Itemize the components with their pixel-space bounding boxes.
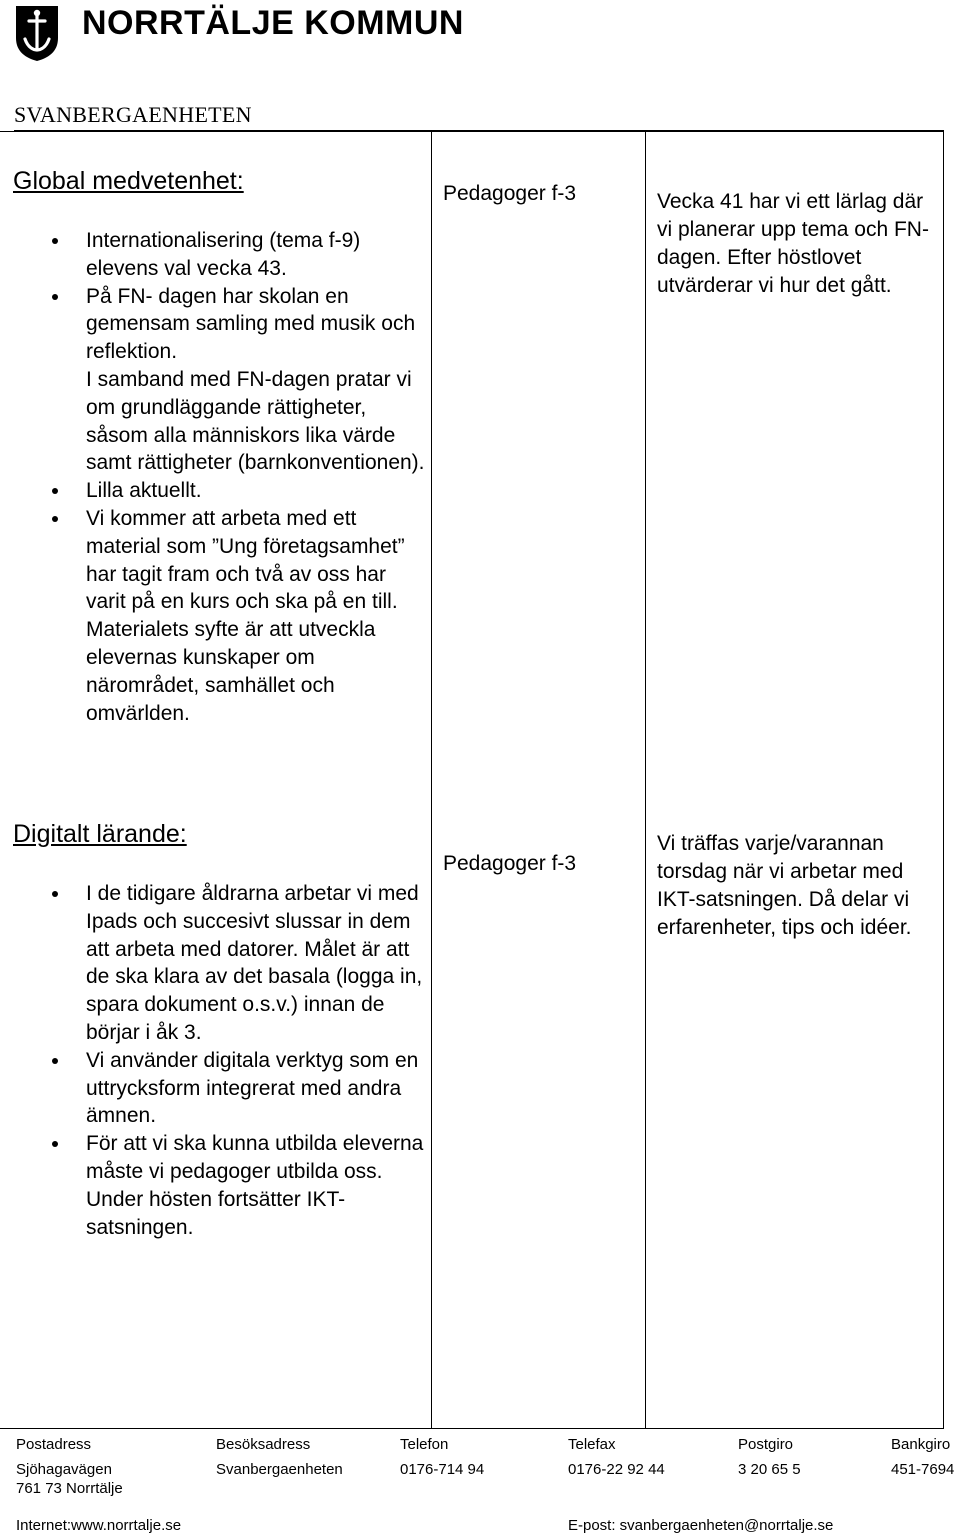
footer-value: 451-7694 (891, 1461, 955, 1478)
list-item: På FN- dagen har skolan en gemensam samling med musik och reflektion. (0, 283, 430, 366)
footer-label: Besöksadress (216, 1436, 311, 1453)
footer-value: 0176-714 94 (400, 1461, 485, 1478)
section-list (0, 880, 430, 1241)
footer-value: Sjöhagavägen (16, 1461, 112, 1478)
section-heading: Digitalt lärande: (13, 820, 187, 848)
footer-value: 3 20 65 5 (738, 1461, 801, 1478)
footer-label: Telefax (568, 1436, 616, 1453)
email-link[interactable]: E-post: svanbergaenheten@norrtalje.se (568, 1517, 834, 1534)
footer-value: Svanbergaenheten (216, 1461, 343, 1478)
section-list (0, 227, 430, 727)
list-item: Vi använder digitala verktyg som en uttrycksform integrerat med andra ämnen. (0, 1047, 430, 1130)
municipality-name: NORRTÄLJE KOMMUN (82, 4, 464, 42)
list-item: Vi kommer att arbeta med ett material som ”Ung företagsamhet” har tagit fram och två av oss har varit på en kurs och ska på en till. Materialets syfte är att utveckla elevernas kunskaper om närområdet, samhället och omvärlden. (0, 505, 430, 727)
list-item: För att vi ska kunna utbilda eleverna måste vi pedagoger utbilda oss. Under hösten fortsätter IKT-satsningen. (0, 1130, 430, 1241)
list-item: I de tidigare åldrarna arbetar vi med Ipads och succesivt slussar in dem att arbeta med datorer. Målet är att de ska klara av det basala (logga in, spara dokument o.s.v.) innan de börjar i åk 3. (0, 880, 430, 1047)
note-text: Vecka 41 har vi ett lärlag där vi planerar upp tema och FN-dagen. Efter höstlovet utvärderar vi hur det gått. (657, 190, 929, 297)
section-heading: Global medvetenhet: (13, 167, 244, 195)
footer-label: Postadress (16, 1436, 92, 1453)
unit-name: SVANBERGAENHETEN (14, 102, 252, 127)
list-item: Internationalisering (tema f-9) elevens val vecka 43. (0, 227, 430, 283)
website-link[interactable]: Internet:www.norrtalje.se (16, 1517, 182, 1534)
footer-label: Postgiro (738, 1436, 794, 1453)
footer-label: Bankgiro (891, 1436, 951, 1453)
note-text: Vi träffas varje/varannan torsdag när vi arbetar med IKT-satsningen. Då delar vi erfarenheter, tips och idéer. (657, 832, 912, 939)
responsible-label: Pedagoger f-3 (443, 852, 577, 875)
municipality-logo (14, 4, 60, 62)
footer-value: 0176-22 92 44 (568, 1461, 665, 1478)
footer-label: Telefon (400, 1436, 449, 1453)
list-item: I samband med FN-dagen pratar vi om grundläggande rättigheter, såsom alla människors lika värde samt rättigheter (barnkonventionen). (86, 367, 425, 475)
responsible-label: Pedagoger f-3 (443, 182, 577, 205)
list-item: Lilla aktuellt. (0, 477, 430, 505)
column-divider (645, 131, 646, 1429)
column-divider (431, 131, 432, 1429)
footer-value: 761 73 Norrtälje (16, 1480, 123, 1497)
